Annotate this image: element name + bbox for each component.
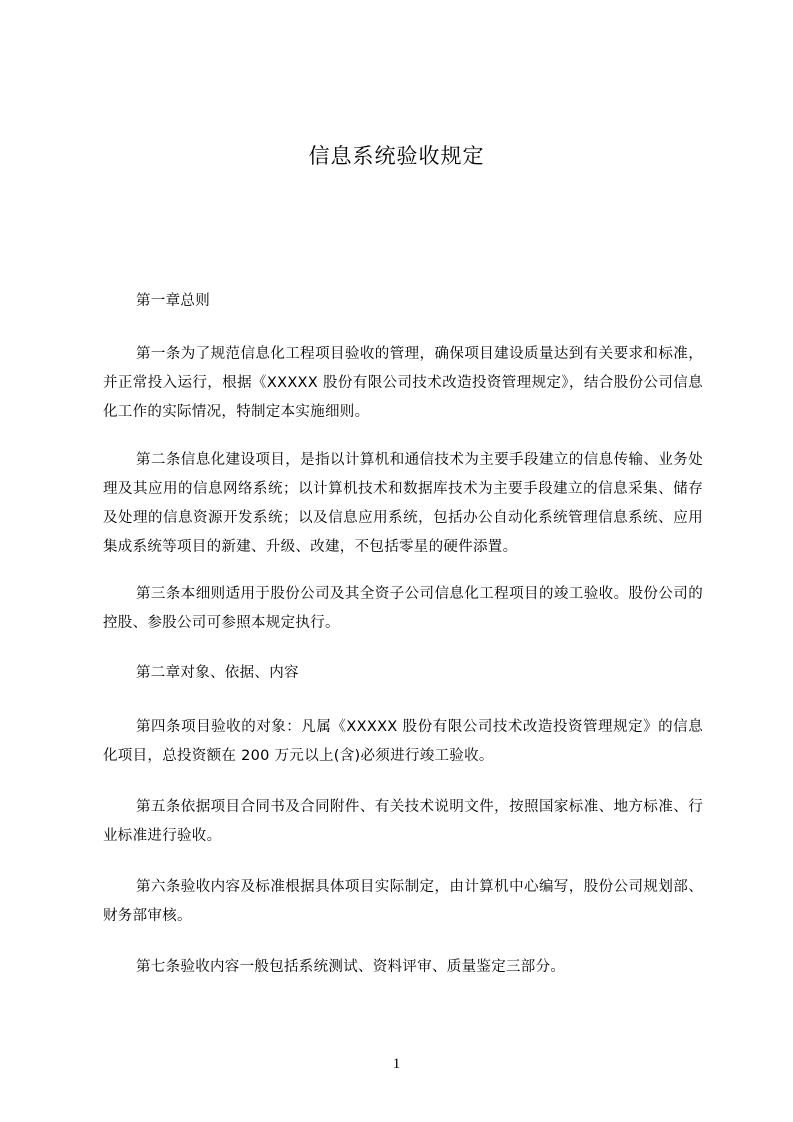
article-1-paragraph: 第一条为了规范信息化工程项目验收的管理，确保项目建设质量达到有关要求和标准，并正常投入运行，根据《XXXXX 股份有限公司技术改造投资管理规定》，结合股份公司信息化工作的实际情况，特制定本实施细则。 (103, 346, 703, 420)
article-2-paragraph: 第二条信息化建设项目，是指以计算机和通信技术为主要手段建立的信息传输、业务处理及其应用的信息网络系统；以计算机技术和数据库技术为主要手段建立的信息采集、储存及处理的信息资源开发系统；以及信息应用系统，包括办公自动化系统管理信息系统、应用集成系统等项目的新建、升级、改建，不包括零星的硬件添置。 (103, 452, 703, 555)
article-6-paragraph: 第六条验收内容及标准根据具体项目实际制定，由计算机中心编写，股份公司规划部、财务部审核。 (103, 879, 703, 924)
page-number: 1 (392, 1056, 401, 1072)
document-title: 信息系统验收规定 (308, 144, 485, 168)
article-3-paragraph: 第三条本细则适用于股份公司及其全资子公司信息化工程项目的竣工验收。股份公司的控股、参股公司可参照本规定执行。 (103, 586, 703, 631)
article-5-paragraph: 第五条依据项目合同书及合同附件、有关技术说明文件，按照国家标准、地方标准、行业标准进行验收。 (103, 799, 703, 844)
chapter-heading-1: 第一章总则 (136, 293, 210, 309)
article-4-paragraph: 第四条项目验收的对象：凡属《XXXXX 股份有限公司技术改造投资管理规定》的信息化项目，总投资额在 200 万元以上(含)必须进行竣工验收。 (103, 719, 703, 764)
chapter-heading-2: 第二章对象、依据、内容 (136, 665, 299, 681)
article-7-paragraph: 第七条验收内容一般包括系统测试、资料评审、质量鉴定三部分。 (136, 959, 566, 975)
